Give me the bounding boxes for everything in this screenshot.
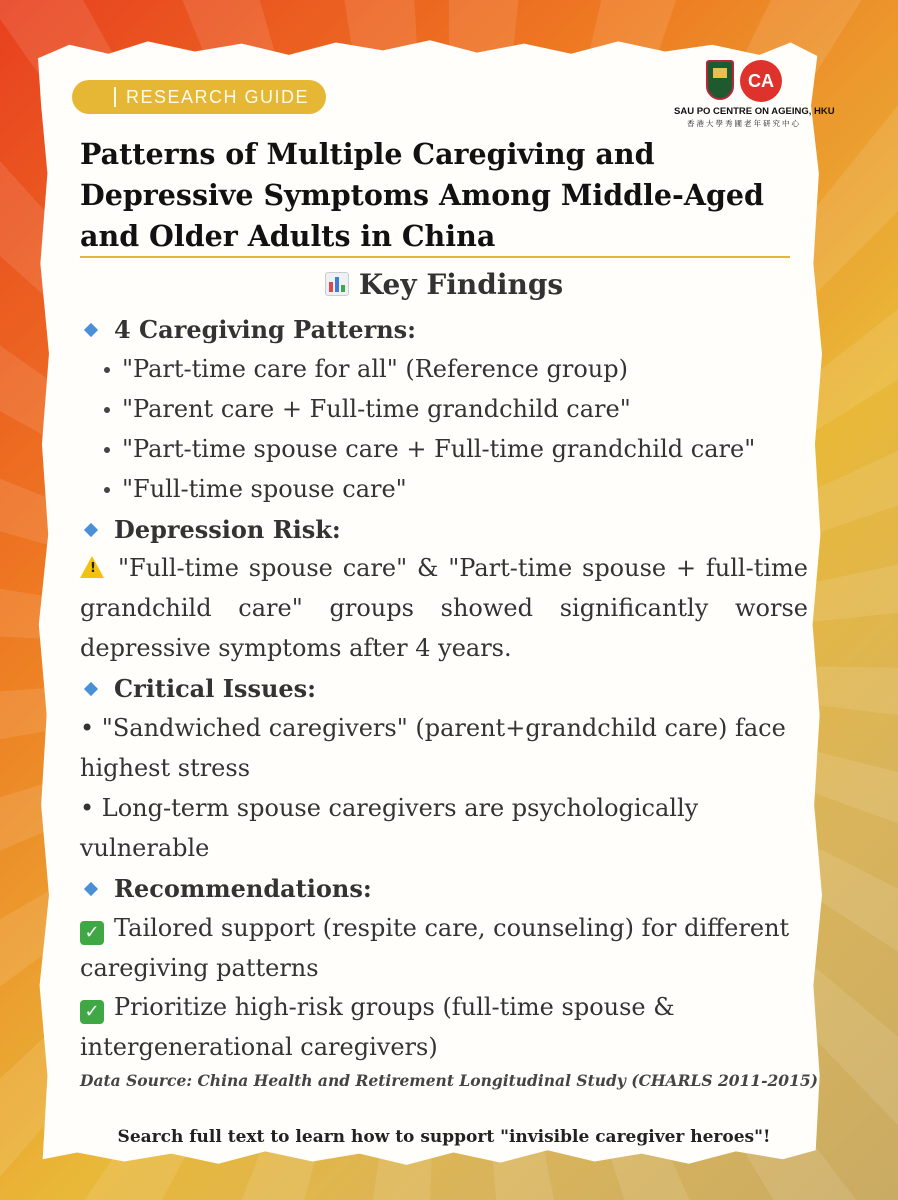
- recommendations-heading: [80, 869, 808, 909]
- critical-item: • Long-term spouse caregivers are psychologically vulnerable: [80, 793, 699, 862]
- recommendation-item: [80, 988, 808, 1068]
- depression-heading: [80, 510, 808, 550]
- pattern-item-text: "Parent care + Full-time grandchild care": [122, 394, 631, 423]
- bullet-dot-icon: [104, 487, 110, 493]
- pattern-item: [80, 430, 808, 470]
- critical-heading-text: Critical Issues:: [114, 674, 317, 704]
- patterns-heading: [80, 310, 808, 350]
- pattern-item-text: "Part-time spouse care + Full-time grandchild care": [122, 434, 756, 463]
- logo-name-zh: 香港大學秀圃老年研究中心: [687, 119, 801, 128]
- centre-logo-mark: CA: [740, 60, 782, 102]
- depression-text: [80, 549, 808, 669]
- recommendation-item-text: Prioritize high-risk groups (full-time spouse & intergenerational caregivers): [80, 993, 675, 1062]
- patterns-heading-text: 4 Caregiving Patterns:: [114, 315, 417, 344]
- bullet-dot-icon: [104, 447, 110, 453]
- warning-icon: !: [80, 556, 104, 578]
- bullet-dot-icon: [104, 367, 110, 373]
- pattern-item: [80, 470, 808, 510]
- data-source-note: Data Source: China Health and Retirement Longitudinal Study (CHARLS 2011-2015): [80, 1071, 818, 1090]
- critical-heading: [80, 669, 808, 709]
- check-mark-icon: ✓: [80, 1000, 104, 1024]
- sau-po-centre-logo: [674, 60, 835, 128]
- recommendation-item-text: Tailored support (respite care, counseling) for different caregiving patterns: [80, 913, 790, 982]
- findings-content: [80, 310, 808, 1068]
- logo-name-en: SAU PO CENTRE ON AGEING, HKU: [674, 106, 835, 117]
- check-mark-icon: ✓: [80, 921, 104, 945]
- title-divider: [80, 256, 790, 258]
- critical-item: • "Sandwiched caregivers" (parent+grandchild care) face highest stress: [80, 714, 786, 782]
- key-findings-label: Key Findings: [358, 268, 564, 301]
- diamond-bullet-icon: [84, 682, 98, 696]
- pattern-item-text: "Part-time care for all" (Reference group): [122, 354, 628, 383]
- research-guide-badge: [72, 80, 326, 114]
- diamond-bullet-icon: [84, 882, 98, 896]
- search-call-to-action: Search full text to learn how to support "invisible caregiver heroes"!: [117, 1127, 771, 1147]
- pattern-item: [80, 390, 808, 430]
- badge-label: RESEARCH GUIDE: [126, 86, 310, 107]
- diamond-bullet-icon: [84, 522, 98, 536]
- recommendation-item: [80, 909, 808, 989]
- bar-chart-icon: [325, 272, 349, 296]
- page-title: Patterns of Multiple Caregiving and Depressive Symptoms Among Middle-Aged and Older Adults in China: [80, 137, 764, 253]
- pattern-item-text: "Full-time spouse care": [122, 474, 407, 503]
- bullet-dot-icon: [104, 407, 110, 413]
- diamond-bullet-icon: [84, 323, 98, 337]
- depression-text-content: "Full-time spouse care" & "Part-time spouse + full-time grandchild care" groups showed significantly worse depressive symptoms after 4 years.: [80, 554, 808, 663]
- pattern-item: [80, 350, 808, 390]
- badge-divider: [114, 87, 116, 107]
- depression-heading-text: Depression Risk:: [114, 514, 341, 544]
- hku-shield-icon: [706, 60, 734, 100]
- recommendations-heading-text: Recommendations:: [114, 873, 372, 903]
- key-findings-heading: [80, 268, 808, 301]
